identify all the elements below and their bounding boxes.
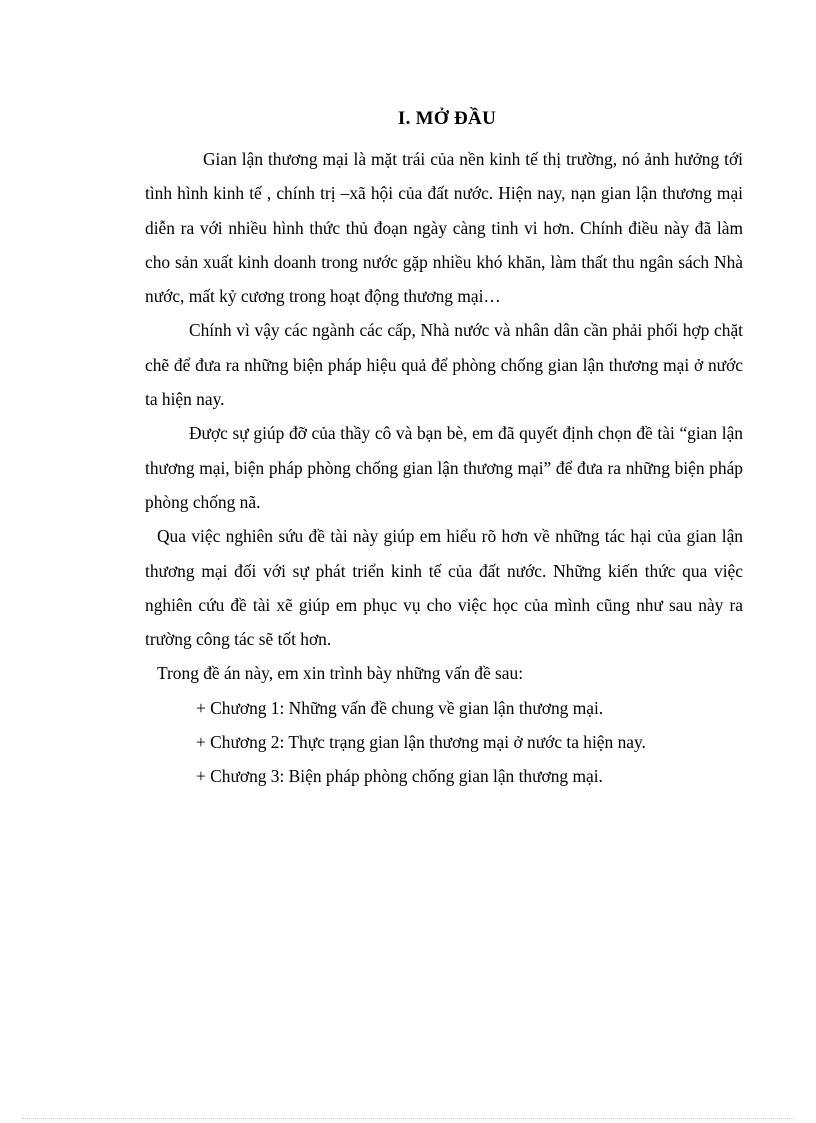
paragraph-outline-intro: Trong đề án này, em xin trình bày những vấn đề sau: [157,663,524,684]
paragraph-intro: Gian lận thương mại là mặt trái của nền kinh tế thị trường, nó ảnh hưởng tới tình hình kinh tế , chính trị –xã hội của đất nước. Hiện nay, nạn gian lận thương mại diễn ra với nhiều hình thức thủ đoạn ngày càng tinh vi hơn. Chính điều này đã làm cho sản xuất kinh doanh trong nước gặp nhiều khó khăn, làm thất thu ngân sách Nhà nước, mất kỷ cương trong hoạt động thương mại… [145,149,743,307]
document-body [145,104,743,794]
page-bottom-divider [22,1118,794,1119]
chapter-item-2: + Chương 2: Thực trạng gian lận thương mại ở nước ta hiện nay. [196,732,646,753]
chapter-item-1: + Chương 1: Những vấn đề chung về gian lận thương mại. [196,697,604,718]
paragraph-research-benefit: Qua việc nghiên sứu đề tài này giúp em hiểu rõ hơn về những tác hại của gian lận thương mại đối với sự phát triển kinh tế của đất nước. Những kiến thức qua việc nghiên cứu đề tài xẽ giúp em phục vụ cho việc học của mình cũng như sau này ra trường công tác sẽ tốt hơn. [145,526,743,650]
chapter-list [145,691,743,794]
paragraph-topic-choice: Được sự giúp đỡ của thầy cô và bạn bè, em đã quyết định chọn đề tài “gian lận thương mại, biện pháp phòng chống gian lận thương mại” để đưa ra những biện pháp phòng chống nã. [145,423,743,512]
paragraph-cooperation: Chính vì vậy các ngành các cấp, Nhà nước và nhân dân cần phải phối hợp chặt chẽ để đưa ra những biện pháp hiệu quả để phòng chống gian lận thương mại ở nước ta hiện nay. [145,320,743,410]
section-title: I. MỞ ĐẦU [397,108,497,129]
chapter-item-3: + Chương 3: Biện pháp phòng chống gian lận thương mại. [196,766,603,787]
